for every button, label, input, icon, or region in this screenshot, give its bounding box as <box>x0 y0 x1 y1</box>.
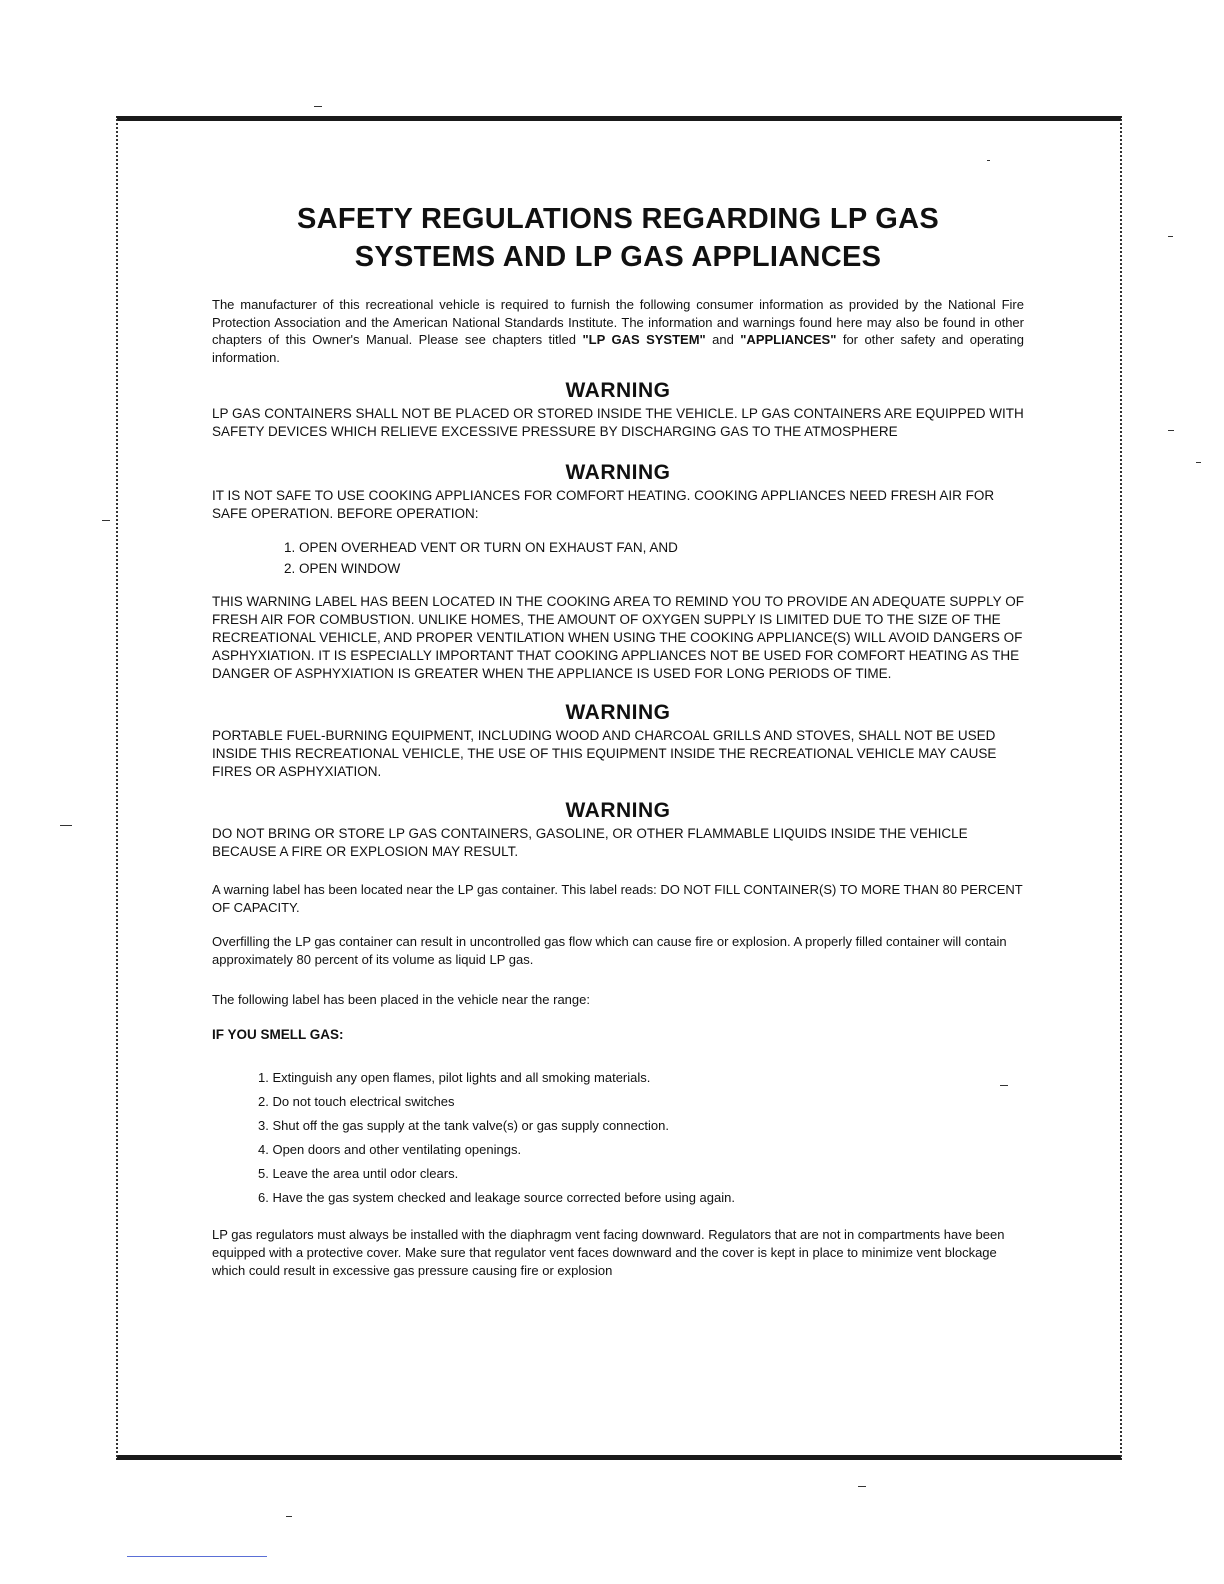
ventilation-steps <box>284 537 1024 579</box>
intro-bold-appliances: "APPLIANCES" <box>740 332 837 347</box>
warning-heading-3: WARNING <box>565 701 671 724</box>
intro-paragraph <box>212 296 1024 366</box>
intro-text-3: for other safety and operating information. <box>212 332 1024 365</box>
scan-speck <box>1000 1085 1008 1086</box>
warning-heading-1: WARNING <box>565 379 671 402</box>
scan-speck <box>1196 462 1201 463</box>
smell-gas-heading: IF YOU SMELL GAS: <box>212 1027 344 1042</box>
scan-speck <box>314 106 322 107</box>
ventilation-step: 2. OPEN WINDOW <box>284 561 401 576</box>
intro-text-1: The manufacturer of this recreational vehicle is required to furnish the following consumer information as provided by the National Fire Protection Association and the American National Standards Institute. The information and warnings found here may also be found in other chapters of this Owner's Manual. Please see chapters titled <box>212 297 1024 347</box>
ventilation-step: 1. OPEN OVERHEAD VENT OR TURN ON EXHAUST FAN, AND <box>284 540 678 555</box>
intro-bold-lp-gas-system: "LP GAS SYSTEM" <box>582 332 706 347</box>
scan-speck <box>987 160 990 161</box>
warning-heading-2: WARNING <box>565 461 671 484</box>
overfill-note: Overfilling the LP gas container can result in uncontrolled gas flow which can cause fire or explosion. A properly filled container will contain approximately 80 percent of its volume as liquid LP gas. <box>212 934 1007 967</box>
smell-gas-step: 6. Have the gas system checked and leakage source corrected before using again. <box>258 1190 735 1205</box>
warning-3-text: PORTABLE FUEL-BURNING EQUIPMENT, INCLUDING WOOD AND CHARCOAL GRILLS AND STOVES, SHALL NOT BE USED INSIDE THIS RECREATIONAL VEHICLE, THE USE OF THIS EQUIPMENT INSIDE THE RECREATIONAL VEHICLE MAY CAUSE FIRES OR ASPHYXIATION. <box>212 728 997 779</box>
underline-mark <box>127 1556 267 1557</box>
smell-gas-steps <box>258 1066 1024 1210</box>
scan-speck <box>1168 430 1174 431</box>
container-label-note: A warning label has been located near the LP gas container. This label reads: DO NOT FILL CONTAINER(S) TO MORE THAN 80 PERCENT OF CAPACITY. <box>212 882 1023 915</box>
warning-2-text: IT IS NOT SAFE TO USE COOKING APPLIANCES FOR COMFORT HEATING. COOKING APPLIANCES NEED FRESH AIR FOR SAFE OPERATION. BEFORE OPERATION: <box>212 488 995 521</box>
page-title <box>212 200 1024 276</box>
smell-gas-step: 2. Do not touch electrical switches <box>258 1094 455 1109</box>
smell-gas-step: 1. Extinguish any open flames, pilot lights and all smoking materials. <box>258 1070 651 1085</box>
warning-heading-4: WARNING <box>565 799 671 822</box>
scan-speck <box>60 825 72 826</box>
warning-4-text: DO NOT BRING OR STORE LP GAS CONTAINERS, GASOLINE, OR OTHER FLAMMABLE LIQUIDS INSIDE THE VEHICLE BECAUSE A FIRE OR EXPLOSION MAY RESULT. <box>212 826 968 859</box>
smell-gas-step: 3. Shut off the gas supply at the tank valve(s) or gas supply connection. <box>258 1118 669 1133</box>
title-line-1: SAFETY REGULATIONS REGARDING LP GAS <box>296 203 940 235</box>
cooking-area-note: THIS WARNING LABEL HAS BEEN LOCATED IN THE COOKING AREA TO REMIND YOU TO PROVIDE AN ADEQUATE SUPPLY OF FRESH AIR FOR COMBUSTION. UNLIKE HOMES, THE AMOUNT OF OXYGEN SUPPLY IS LIMITED DUE TO THE SIZE OF THE RECREATIONAL VEHICLE, AND PROPER VENTILATION WHEN USING THE COOKING APPLIANCE(S) WILL AVOID DANGERS OF ASPHYXIATION. IT IS ESPECIALLY IMPORTANT THAT COOKING APPLIANCES NOT BE USED FOR COMFORT HEATING AS THE DANGER OF ASPHYXIATION IS GREATER WHEN THE APPLIANCE IS USED FOR LONG PERIODS OF TIME. <box>212 594 1024 681</box>
smell-gas-step: 4. Open doors and other ventilating openings. <box>258 1142 522 1157</box>
range-label-note: The following label has been placed in the vehicle near the range: <box>212 992 590 1007</box>
safety-document <box>212 200 1024 1280</box>
warning-1-text: LP GAS CONTAINERS SHALL NOT BE PLACED OR STORED INSIDE THE VEHICLE. LP GAS CONTAINERS ARE EQUIPPED WITH SAFETY DEVICES WHICH RELIEVE EXCESSIVE PRESSURE BY DISCHARGING GAS TO THE ATMOSPHERE <box>212 406 1024 439</box>
smell-gas-step: 5. Leave the area until odor clears. <box>258 1166 459 1181</box>
scan-speck <box>102 520 110 521</box>
regulator-note: LP gas regulators must always be installed with the diaphragm vent facing downward. Regulators that are not in compartments have been equipped with a protective cover. Make sure that regulator vent faces downward and the cover is kept in place to minimize vent blockage which could result in excessive gas pressure causing fire or explosion <box>212 1227 1005 1278</box>
scan-speck <box>858 1486 866 1487</box>
scan-speck <box>1168 236 1173 237</box>
title-line-2: SYSTEMS AND LP GAS APPLIANCES <box>354 241 882 273</box>
intro-text-2: and <box>705 332 741 347</box>
scan-speck <box>286 1516 292 1517</box>
